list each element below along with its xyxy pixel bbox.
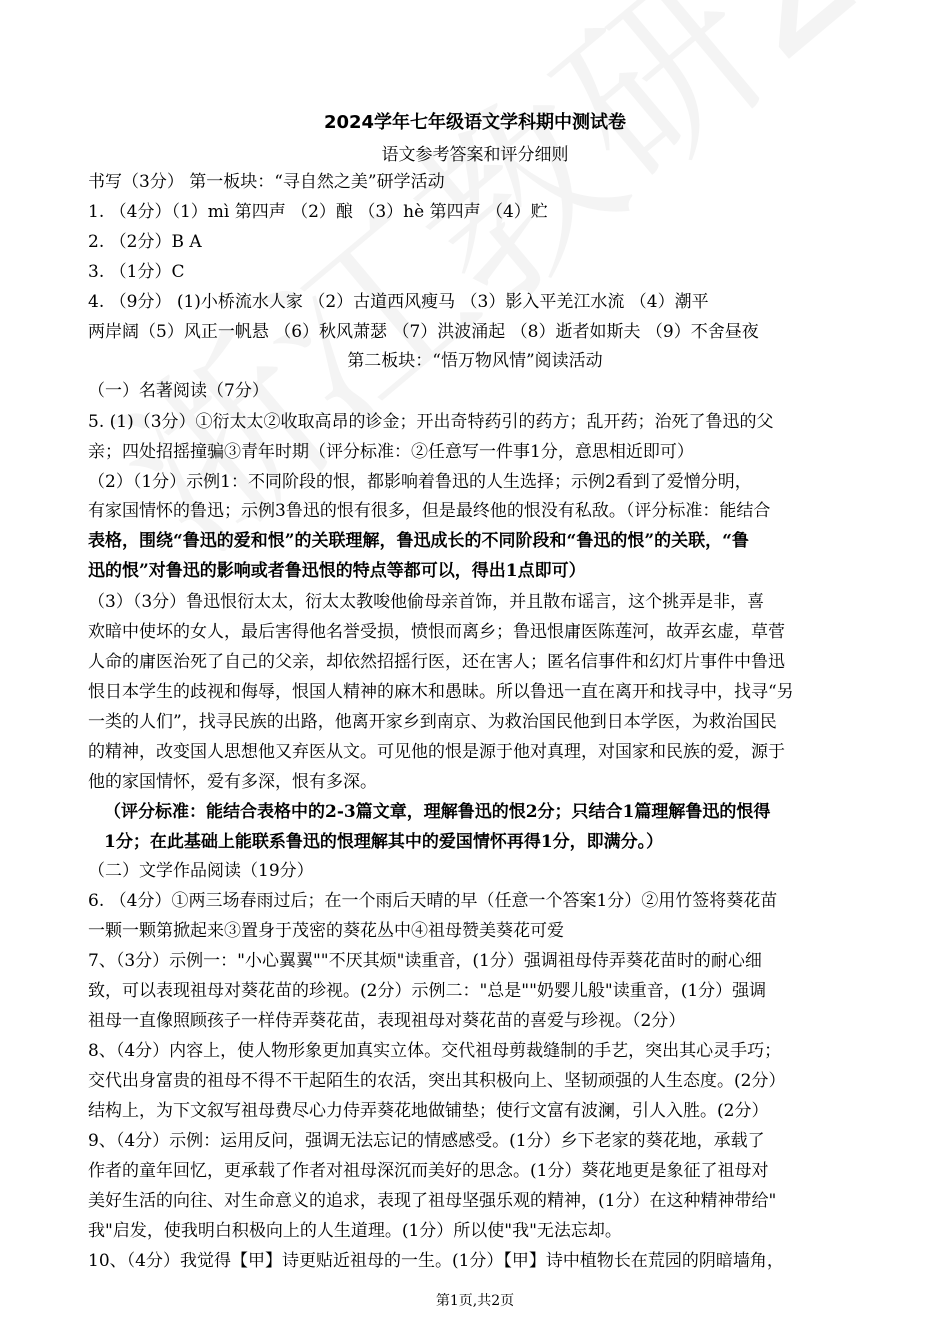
- text-line: 9、（4分）示例：运用反问，强调无法忘记的情感感受。(1分）乡下老家的葵花地，承载了: [88, 1131, 765, 1151]
- grading-criteria: 1分；在此基础上能联系鲁迅的恨理解其中的爱国情怀再得1分，即满分。）: [104, 832, 664, 852]
- text-line: 7、（3分）示例一："小心翼翼""不厌其烦"读重音，(1分）强调祖母侍弄葵花苗时的耐心细: [88, 951, 762, 971]
- text-line: 两岸阔（5）风正一帆悬 （6）秋风萧瑟 （7）洪波涌起 （8）逝者如斯夫 （9）不舍昼夜: [88, 322, 759, 342]
- grading-criteria: （评分标准：能结合表格中的2-3篇文章，理解鲁迅的恨2分；只结合1篇理解鲁迅的恨得: [104, 802, 771, 822]
- page-subtitle: 语文参考答案和评分细则: [381, 145, 569, 165]
- text-line: 的精神，改变国人思想他又弃医从文。可见他的恨是源于他对真理，对国家和民族的爱，源于: [88, 742, 785, 762]
- text-line: 2. （2分）B A: [88, 232, 202, 252]
- text-line: 一类的人们”，找寻民族的出路，他离开家乡到南京、为救治国民他到日本学医，为救治国民: [88, 712, 777, 732]
- text-line: 祖母一直像照顾孩子一样侍弄葵花苗，表现祖母对葵花苗的喜爱与珍视。（2分）: [88, 1011, 686, 1031]
- text-line: 交代出身富贵的祖母不得不干起陌生的农活，突出其积极向上、坚韧顽强的人生态度。(2分）: [88, 1071, 786, 1091]
- text-line: 1. （4分）（1）mì 第四声 （2）酿 （3）hè 第四声 （4）贮: [88, 202, 548, 222]
- text-line: 3. （1分）C: [88, 262, 185, 282]
- text-line: 有家国情怀的鲁迅；示例3鲁迅的恨有很多，但是最终他的恨没有私敌。（评分标准：能结合: [88, 501, 771, 521]
- text-line: 6. （4分）①两三场春雨过后；在一个雨后天晴的早（任意一个答案1分）②用竹签将葵花苗: [88, 891, 778, 911]
- text-line: 一颗一颗第掀起来③置身于茂密的葵花丛中④祖母赞美葵花可爱: [88, 921, 564, 941]
- text-line: 8、（4分）内容上，使人物形象更加真实立体。交代祖母剪裁缝制的手艺，突出其心灵手巧；: [88, 1041, 782, 1061]
- text-line: 美好生活的向往、对生命意义的追求，表现了祖母坚强乐观的精神，(1分）在这种精神带给": [88, 1191, 777, 1211]
- text-line: 致，可以表现祖母对葵花苗的珍视。(2分）示例二："总是""奶婴儿般"读重音，(1分）强调: [88, 981, 767, 1001]
- text-line: （3）（3分）鲁迅恨衍太太，衍太太教唆他偷母亲首饰，并且散布谣言，这个挑弄是非，喜: [88, 592, 765, 612]
- text-line: 4. （9分） (1)小桥流水人家 （2）古道西风瘦马 （3）影入平羌江水流 （4）潮平: [88, 292, 709, 312]
- grading-criteria: 表格，围绕“鲁迅的爱和恨”的关联理解，鲁迅成长的不同阶段和“鲁迅的恨”的关联，“鲁: [88, 531, 749, 551]
- page-title: 2024学年七年级语文学科期中测试卷: [323, 112, 627, 133]
- text-line: 结构上，为下文叙写祖母费尽心力侍弄葵花地做铺垫；使行文富有波澜，引人入胜。(2分）: [88, 1101, 769, 1121]
- section-heading: 第二板块：“悟万物风情”阅读活动: [347, 351, 603, 371]
- text-line: 10、（4分）我觉得【甲】诗更贴近祖母的一生。(1分）【甲】诗中植物长在荒园的阴暗墙角，: [88, 1251, 784, 1271]
- text-line: 亲；四处招摇撞骗③青年时期（评分标准：②任意写一件事1分，意思相近即可）: [88, 442, 694, 462]
- text-line: 书写（3分） 第一板块：“寻自然之美”研学活动: [88, 172, 445, 192]
- text-line: 他的家国情怀，爱有多深，恨有多深。: [88, 772, 377, 792]
- grading-criteria: 迅的恨”对鲁迅的影响或者鲁迅恨的特点等都可以，得出1点即可）: [88, 561, 586, 581]
- text-line: （2）（1分）示例1：不同阶段的恨，都影响着鲁迅的人生选择；示例2看到了爱憎分明，: [88, 472, 752, 492]
- section-heading: （一）名著阅读（7分）: [88, 381, 269, 401]
- text-line: 欢暗中使坏的女人，最后害得他名誉受损，愤恨而离乡；鲁迅恨庸医陈莲河，故弄玄虚，草菅: [88, 622, 785, 642]
- section-heading: （二）文学作品阅读（19分）: [88, 861, 314, 881]
- text-line: 5. (1)（3分）①衍太太②收取高昂的诊金；开出奇特药引的药方；乱开药；治死了鲁迅的父: [88, 412, 774, 432]
- text-line: 我"启发，使我明白积极向上的人生道理。(1分）所以使"我"无法忘却。: [88, 1221, 622, 1241]
- text-line: 人命的庸医治死了自己的父亲，却依然招摇行医，还在害人；匿名信事件和幻灯片事件中鲁迅: [88, 652, 785, 672]
- text-line: 作者的童年回忆，更承载了作者对祖母深沉而美好的思念。(1分）葵花地更是象征了祖母对: [88, 1161, 769, 1181]
- text-line: 恨日本学生的歧视和侮辱，恨国人精神的麻木和愚昧。所以鲁迅一直在离开和找寻中，找寻“另: [88, 682, 794, 702]
- page-number: 第1页,共2页: [435, 1293, 515, 1309]
